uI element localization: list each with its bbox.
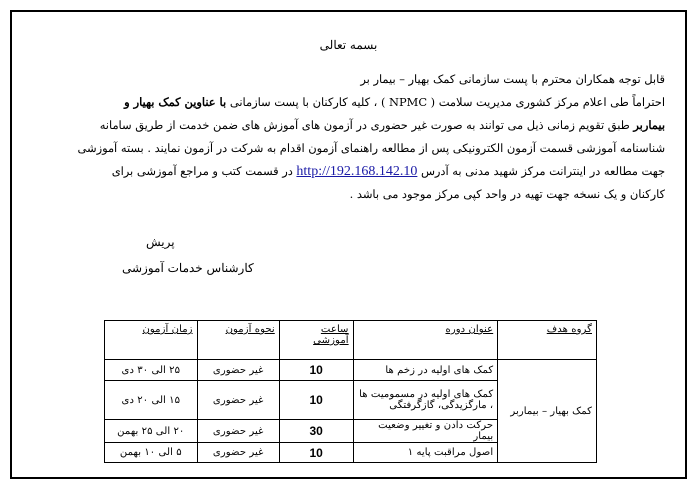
course-schedule-table — [104, 320, 597, 463]
exam-time: ۲۵ الی ۳۰ دی — [105, 360, 198, 381]
course-title: اصول مراقبت پایه ۱ — [353, 443, 498, 463]
course-hours: 10 — [279, 443, 353, 463]
exam-method: غیر حضوری — [197, 381, 279, 420]
document-title: بسمه تعالی — [319, 38, 378, 52]
body-line-2 — [30, 91, 665, 114]
header-group: گروه هدف — [498, 321, 597, 360]
course-hours: 10 — [279, 360, 353, 381]
body-line-6: کارکنان و یک نسخه جهت تهیه در واحد کپی مرکز موجود می باشد . — [349, 187, 665, 201]
signature-name: پریش — [146, 235, 175, 249]
body-line-5-text-a: جهت مطالعه در اینترانت مرکز شهید مدنی به آدرس — [421, 164, 665, 178]
exam-method: غیر حضوری — [197, 443, 279, 463]
table-row — [105, 360, 597, 381]
signature-role: کارشناس خدمات آموزشی — [122, 261, 254, 275]
letter-page — [10, 10, 687, 479]
body-line-2-text: احتراماً طی اعلام مرکز کشوری مدیریت سلامت ( NPMC ) ، کلیه کارکنان با پست سازمانی — [229, 95, 665, 109]
exam-time: ۲۰ الی ۲۵ بهمن — [105, 420, 198, 443]
course-title: حرکت دادن و تغییر وضعیت بیمار — [353, 420, 498, 443]
header-title: عنوان دوره — [353, 321, 498, 360]
body-line-3-text: طبق تقویم زمانی ذیل می توانند به صورت غیر حضوری در آزمون های آموزش های ضمن خدمت از طریق سامانه — [99, 118, 630, 132]
exam-method: غیر حضوری — [197, 420, 279, 443]
header-method: نحوه آزمون — [197, 321, 279, 360]
body-line-5 — [30, 160, 665, 183]
course-title: کمک های اولیه در زخم ها — [353, 360, 498, 381]
course-hours: 30 — [279, 420, 353, 443]
exam-method: غیر حضوری — [197, 360, 279, 381]
job-titles-bold: با عناوین کمک بهیار و — [124, 95, 227, 109]
header-time: زمان آزمون — [105, 321, 198, 360]
letter-body — [30, 68, 665, 206]
body-line-4: شناسنامه آموزشی قسمت آزمون الکترونیکی پس از مطالعه راهنمای آزمون اقدام به شرکت در آزمون نمایند . بسته آموزشی — [77, 141, 665, 155]
table-header-row — [105, 321, 597, 360]
exam-time: ۵ الی ۱۰ بهمن — [105, 443, 198, 463]
target-group-cell: کمک بهیار – بیماربر — [498, 360, 597, 463]
header-hours: ساعت آموزشی — [279, 321, 353, 360]
course-hours: 10 — [279, 381, 353, 420]
body-line-3 — [30, 114, 665, 137]
job-title-bold: بیماربر — [633, 118, 665, 132]
exam-time: ۱۵ الی ۲۰ دی — [105, 381, 198, 420]
body-line-1: قابل توجه همکاران محترم با پست سازمانی کمک بهیار – بیمار بر — [360, 72, 665, 86]
course-title: کمک های اولیه در مسمومیت ها ، مارگزیدگی، گازگرفتگی — [353, 381, 498, 420]
intranet-link[interactable]: http://192.168.142.10 — [296, 164, 418, 179]
body-line-5-text-b: در قسمت کتب و مراجع آموزشی برای — [111, 164, 293, 178]
